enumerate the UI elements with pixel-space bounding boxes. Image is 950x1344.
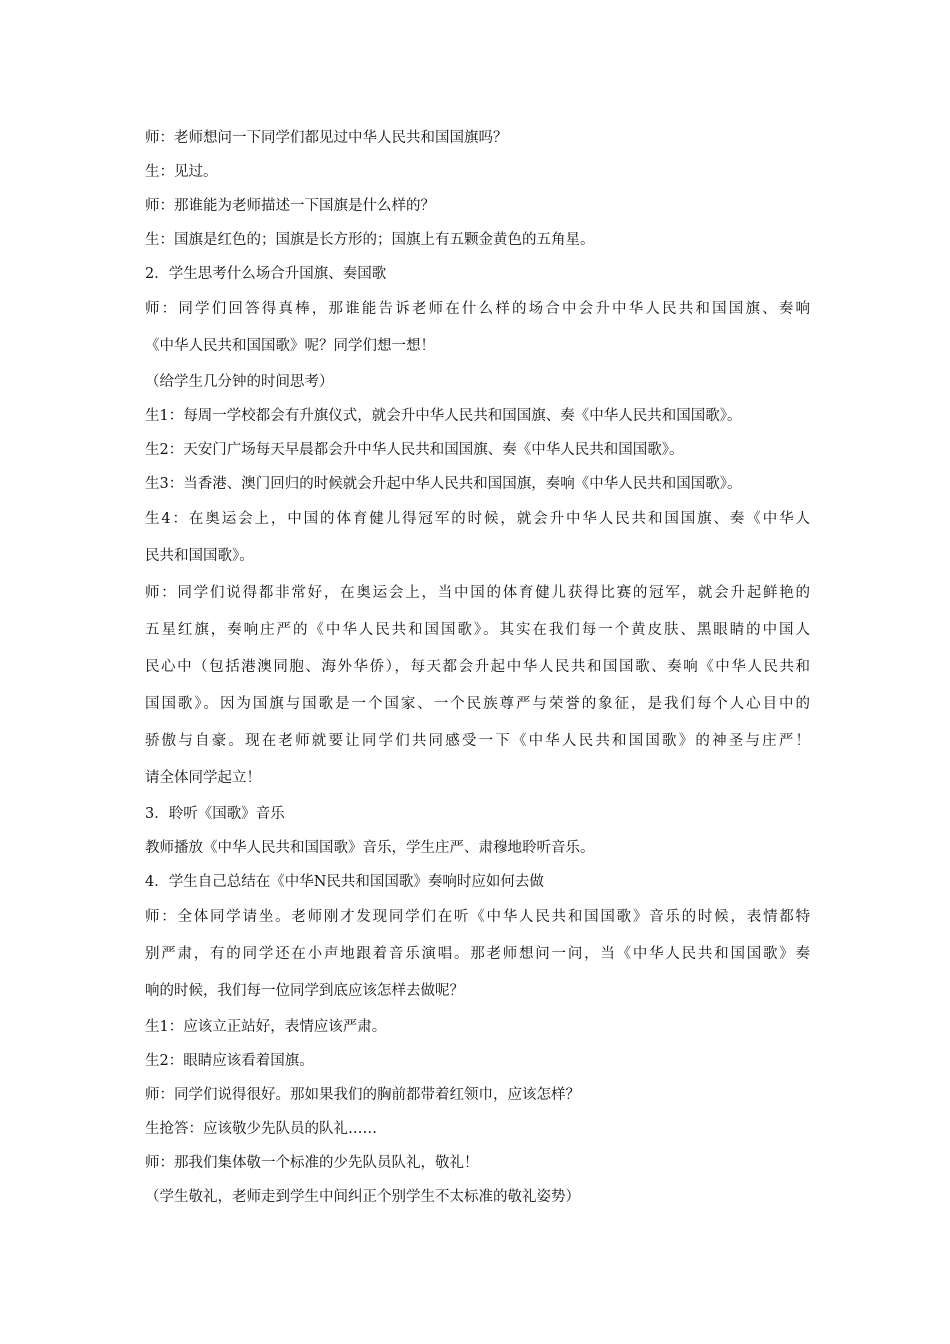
text-line: 生：国旗是红色的；国旗是长方形的；国旗上有五颗金黄色的五角星。 — [145, 232, 595, 248]
text-line: 响的时候，我们每一位同学到底应该怎样去做呢？ — [145, 983, 464, 999]
text-line: 请全体同学起立！ — [145, 770, 261, 786]
text-line: 师：同学们说得很好。那如果我们的胸前都带着红领巾，应该怎样？ — [145, 1087, 580, 1103]
document-body — [145, 121, 810, 1214]
text-line: 生3：当香港、澳门回归的时候就会升起中华人民共和国国旗，奏响《中华人民共和国国歌》。 — [145, 476, 742, 492]
text-line: 师：全体同学请坐。老师刚才发现同学们在听《中华人民共和国国歌》音乐的时候，表情都特 — [145, 909, 810, 925]
text-line: 师：老师想问一下同学们都见过中华人民共和国国旗吗？ — [145, 130, 508, 146]
text-line: 骄傲与自豪。现在老师就要让同学们共同感受一下《中华人民共和国国歌》的神圣与庄严！ — [145, 733, 810, 749]
text-line: 生1：每周一学校都会有升旗仪式，就会升中华人民共和国国旗、奏《中华人民共和国国歌》。 — [145, 408, 742, 424]
text-line: 师：那我们集体敬一个标准的少先队员队礼，敬礼！ — [145, 1155, 479, 1171]
section-heading: 3．聆听《国歌》音乐 — [145, 806, 285, 822]
text-line: 师：同学们说得都非常好，在奥运会上，当中国的体育健儿获得比赛的冠军，就会升起鲜艳的 — [145, 585, 810, 601]
text-line: 别严肃，有的同学还在小声地跟着音乐演唱。那老师想问一问，当《中华人民共和国国歌》奏 — [145, 946, 810, 962]
text-line: 生：见过。 — [145, 164, 218, 180]
text-line: 教师播放《中华人民共和国国歌》音乐，学生庄严、肃穆地聆听音乐。 — [145, 840, 595, 856]
text-line: 《中华人民共和国国歌》呢？同学们想一想！ — [145, 338, 435, 354]
text-line: 生抢答：应该敬少先队员的队礼…… — [145, 1121, 377, 1137]
text-line: （学生敬礼，老师走到学生中间纠正个别学生不太标准的敬礼姿势） — [145, 1189, 580, 1205]
text-line: 民心中（包括港澳同胞、海外华侨），每天都会升起中华人民共和国国歌、奏响《中华人民共和 — [145, 659, 810, 675]
section-heading: 2．学生思考什么场合升国旗、奏国歌 — [145, 266, 387, 282]
text-line: （给学生几分钟的时间思考） — [145, 374, 334, 390]
text-line: 五星红旗，奏响庄严的《中华人民共和国国歌》。其实在我们每一个黄皮肤、黑眼睛的中国人 — [145, 622, 810, 638]
section-heading: 4．学生自己总结在《中华N民共和国国歌》奏响时应如何去做 — [145, 874, 544, 890]
text-line: 师：那谁能为老师描述一下国旗是什么样的？ — [145, 198, 435, 214]
text-line: 生1：应该立正站好，表情应该严肃。 — [145, 1019, 387, 1035]
text-line: 民共和国国歌》。 — [145, 548, 254, 564]
text-line: 师：同学们回答得真棒，那谁能告诉老师在什么样的场合中会升中华人民共和国国旗、奏响 — [145, 301, 810, 317]
text-line: 国国歌》。因为国旗与国歌是一个国家、一个民族尊严与荣誉的象征，是我们每个人心目中的 — [145, 696, 810, 712]
text-line: 生2：眼睛应该看着国旗。 — [145, 1053, 314, 1069]
text-line: 生4：在奥运会上，中国的体育健儿得冠军的时候，就会升中华人民共和国国旗、奏《中华人 — [145, 511, 810, 527]
text-line: 生2：天安门广场每天早晨都会升中华人民共和国国旗、奏《中华人民共和国国歌》。 — [145, 442, 684, 458]
